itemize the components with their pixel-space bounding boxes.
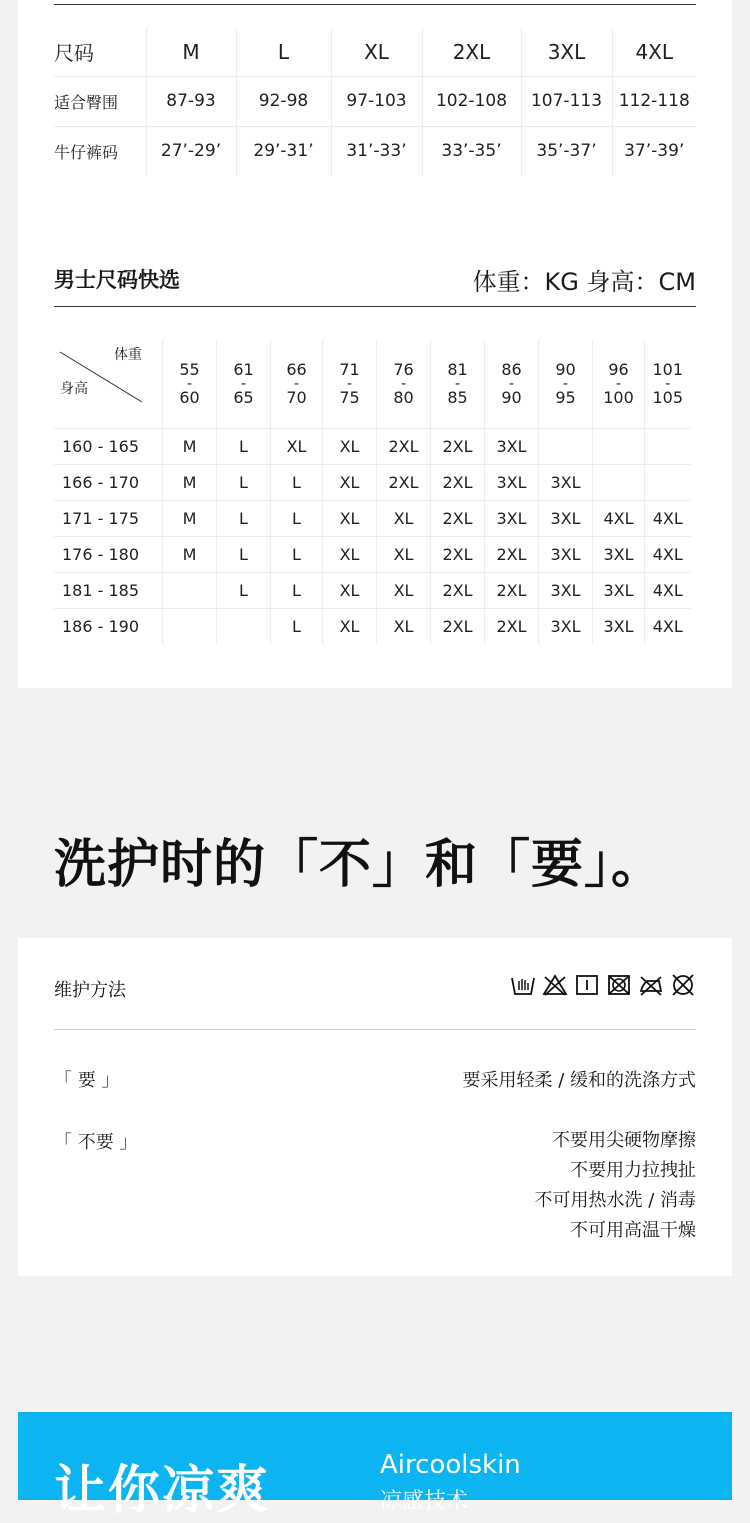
size-header-cell: L	[236, 28, 331, 76]
size-cell: XL	[377, 609, 431, 645]
size-cell: XL	[377, 501, 431, 537]
height-range-label: 171 - 175	[54, 501, 163, 537]
size-cell: 2XL	[377, 429, 431, 465]
table-cell: 102-108	[422, 76, 521, 126]
size-cell: L	[271, 609, 323, 645]
grid-row	[54, 429, 691, 465]
size-cell	[217, 609, 271, 645]
size-cell: 3XL	[485, 465, 539, 501]
range-dash: -	[665, 376, 671, 392]
range-dash: -	[400, 376, 407, 392]
grid-row	[54, 609, 691, 645]
size-cell: 3XL	[539, 465, 593, 501]
size-cell: 3XL	[485, 501, 539, 537]
size-cell: 4XL	[645, 501, 691, 537]
weight-range-max: 60	[179, 388, 200, 407]
height-axis-label: 身高	[60, 381, 88, 397]
size-cell: M	[163, 465, 217, 501]
do-instruction: 要采用轻柔 / 缓和的洗涤方式	[462, 1070, 696, 1091]
size-cell: 3XL	[539, 573, 593, 609]
size-cell: L	[217, 429, 271, 465]
size-cell: 4XL	[645, 537, 691, 573]
size-cell	[539, 429, 593, 465]
size-cell: 4XL	[593, 501, 645, 537]
size-table-row	[54, 126, 696, 176]
grid-corner	[54, 340, 163, 429]
weight-range-header	[593, 340, 645, 429]
range-dash: -	[346, 376, 353, 392]
dont-item: 不要用尖硬物摩擦	[552, 1130, 696, 1151]
table-cell: 27’-29’	[146, 126, 236, 176]
size-cell	[593, 465, 645, 501]
weight-range-max: 90	[501, 388, 522, 407]
size-cell: 2XL	[431, 465, 485, 501]
no-iron-icon	[638, 972, 664, 998]
weight-range-min: 101	[652, 360, 684, 379]
quick-select-grid	[54, 340, 691, 645]
height-range-label: 186 - 190	[54, 609, 163, 645]
line-dry-icon	[574, 972, 600, 998]
hand-wash-icon	[510, 972, 536, 998]
size-cell	[593, 429, 645, 465]
range-dash: -	[508, 376, 515, 392]
banner-subtitle: 凉感技术	[380, 1489, 469, 1514]
care-card	[18, 938, 732, 1276]
size-cell: XL	[323, 609, 377, 645]
grid-header-row	[54, 340, 691, 429]
weight-range-header	[217, 340, 271, 429]
no-dry-clean-icon	[670, 972, 696, 998]
banner-brand: Aircoolskin	[380, 1450, 521, 1480]
range-dash: -	[240, 376, 247, 392]
weight-range-min: 55	[179, 360, 200, 379]
care-heading: 洗护时的「不」和「要」。	[54, 835, 665, 895]
range-dash: -	[293, 376, 300, 392]
size-cell	[645, 429, 691, 465]
weight-range-max: 95	[555, 388, 576, 407]
size-cell: 3XL	[593, 537, 645, 573]
size-header-label: 尺码	[54, 28, 146, 76]
height-range-label: 160 - 165	[54, 429, 163, 465]
size-cell: 2XL	[485, 609, 539, 645]
size-cell: 3XL	[539, 501, 593, 537]
size-cell: L	[217, 465, 271, 501]
range-dash: -	[562, 376, 569, 392]
no-tumble-dry-icon	[606, 972, 632, 998]
grid-row	[54, 537, 691, 573]
weight-range-header	[163, 340, 217, 429]
size-cell: 2XL	[377, 465, 431, 501]
weight-range-header	[539, 340, 593, 429]
size-chart-card	[18, 0, 732, 688]
table-cell: 35’-37’	[521, 126, 612, 176]
size-cell: XL	[323, 501, 377, 537]
size-cell: 4XL	[645, 573, 691, 609]
size-cell: XL	[323, 465, 377, 501]
weight-range-min: 86	[501, 360, 522, 379]
cooling-banner	[18, 1412, 732, 1521]
dont-item: 不可用热水洗 / 消毒	[534, 1190, 696, 1211]
size-cell: 2XL	[431, 429, 485, 465]
table-cell: 37’-39’	[624, 141, 685, 162]
size-cell: 2XL	[485, 537, 539, 573]
weight-range-header	[377, 340, 431, 429]
size-cell: 2XL	[431, 609, 485, 645]
weight-range-min: 96	[608, 360, 629, 379]
weight-range-min: 90	[555, 360, 576, 379]
divider	[54, 4, 696, 5]
weight-range-header	[431, 340, 485, 429]
size-cell: 2XL	[431, 537, 485, 573]
quick-select-title: 男士尺码快选	[54, 268, 180, 292]
size-header-cell: 3XL	[521, 28, 612, 76]
weight-range-header	[485, 340, 539, 429]
grid-row	[54, 501, 691, 537]
size-table-header	[54, 28, 696, 76]
size-cell: L	[217, 501, 271, 537]
table-cell: 112-118	[612, 76, 696, 126]
table-cell: 33’-35’	[422, 126, 521, 176]
weight-range-min: 66	[286, 360, 307, 379]
size-header-cell: 2XL	[422, 28, 521, 76]
banner-title: 让你凉爽	[54, 1461, 271, 1521]
size-cell: L	[271, 465, 323, 501]
size-cell: 2XL	[431, 501, 485, 537]
size-header-cell: M	[146, 28, 236, 76]
weight-range-header	[645, 340, 691, 429]
care-title: 维护方法	[54, 980, 126, 1001]
size-cell: 2XL	[485, 573, 539, 609]
table-cell: 97-103	[331, 76, 422, 126]
size-cell: 3XL	[539, 609, 593, 645]
size-cell: L	[217, 573, 271, 609]
size-cell: L	[271, 537, 323, 573]
range-dash: -	[186, 376, 193, 392]
weight-range-max: 100	[603, 388, 634, 407]
weight-range-max: 70	[286, 388, 307, 407]
weight-range-max: 105	[652, 388, 684, 407]
weight-range-max: 75	[339, 388, 360, 407]
weight-range-header	[323, 340, 377, 429]
weight-range-min: 76	[393, 360, 414, 379]
size-cell: 2XL	[431, 573, 485, 609]
size-cell: M	[163, 537, 217, 573]
weight-range-header	[271, 340, 323, 429]
size-table-row	[54, 76, 696, 126]
weight-range-max: 80	[393, 388, 414, 407]
size-table	[54, 28, 696, 176]
size-cell: XL	[377, 537, 431, 573]
height-range-label: 166 - 170	[54, 465, 163, 501]
size-header-cell: XL	[331, 28, 422, 76]
size-cell: M	[163, 501, 217, 537]
grid-row	[54, 465, 691, 501]
table-cell: 31’-33’	[331, 126, 422, 176]
size-cell: 3XL	[593, 609, 645, 645]
weight-range-max: 85	[447, 388, 468, 407]
dont-list	[534, 1126, 696, 1246]
height-range-label: 176 - 180	[54, 537, 163, 573]
divider	[54, 1029, 696, 1030]
row-label: 适合臀围	[54, 76, 146, 126]
size-cell	[645, 465, 691, 501]
size-cell: XL	[271, 429, 323, 465]
table-cell: 107-113	[521, 76, 612, 126]
size-cell	[163, 609, 217, 645]
height-range-label: 181 - 185	[54, 573, 163, 609]
size-cell: L	[271, 573, 323, 609]
weight-range-min: 61	[233, 360, 254, 379]
size-cell: XL	[323, 573, 377, 609]
table-cell: 87-93	[146, 76, 236, 126]
dont-label: 「 不要 」	[54, 1132, 138, 1153]
dont-item: 不可用高温干燥	[570, 1220, 696, 1241]
size-cell: 4XL	[652, 617, 683, 637]
row-label: 牛仔裤码	[54, 126, 146, 176]
table-cell: 29’-31’	[236, 126, 331, 176]
size-cell: XL	[323, 429, 377, 465]
dont-item: 不要用力拉拽扯	[570, 1160, 696, 1181]
size-header-cell: 4XL	[612, 28, 696, 76]
care-icons	[510, 972, 696, 998]
size-cell: 3XL	[593, 573, 645, 609]
table-cell: 92-98	[236, 76, 331, 126]
no-bleach-icon	[542, 972, 568, 998]
size-cell: M	[163, 429, 217, 465]
size-cell: L	[271, 501, 323, 537]
weight-axis-label: 体重	[114, 347, 142, 363]
size-cell: 3XL	[485, 429, 539, 465]
size-cell	[163, 573, 217, 609]
do-label: 「 要 」	[54, 1070, 120, 1091]
weight-range-max: 65	[233, 388, 254, 407]
size-cell: XL	[323, 537, 377, 573]
range-dash: -	[615, 376, 622, 392]
divider	[54, 306, 696, 307]
size-cell: L	[217, 537, 271, 573]
weight-range-min: 71	[339, 360, 360, 379]
grid-row	[54, 573, 691, 609]
weight-range-min: 81	[447, 360, 468, 379]
size-cell: 3XL	[539, 537, 593, 573]
size-cell: XL	[377, 573, 431, 609]
unit-label: 体重：KG 身高：CM	[472, 268, 696, 296]
range-dash: -	[454, 376, 461, 392]
